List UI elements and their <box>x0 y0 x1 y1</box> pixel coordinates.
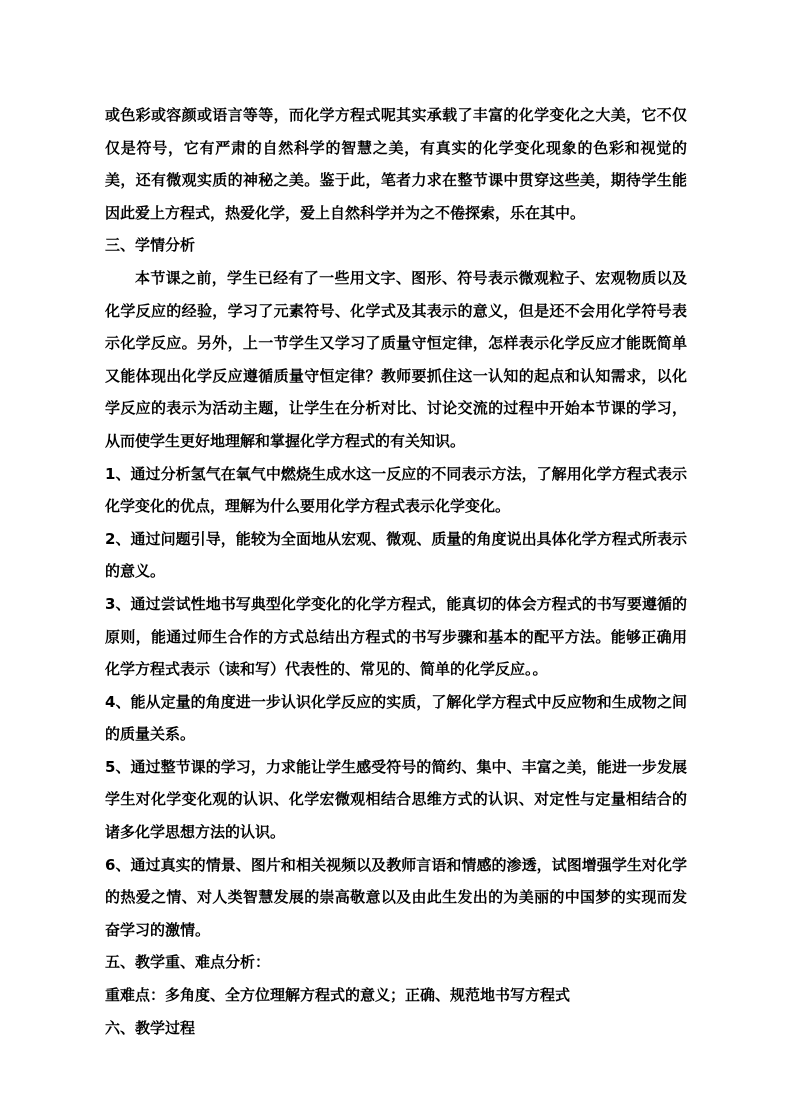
goal-item-3: 3、通过尝试性地书写典型化学变化的化学方程式，能真切的体会方程式的书写要遵循的原则，能通过师生合作的方式总结出方程式的书写步骤和基本的配平方法。能够正确用化学方程式表示（读和写）代表性的、常见的、简单的化学反应。。 <box>105 594 687 679</box>
goal-item-4: 4、能从定量的角度进一步认识化学反应的实质，了解化学方程式中反应物和生成物之间的质量关系。 <box>105 692 687 744</box>
goal-item-6: 6、通过真实的情景、图片和相关视频以及教师言语和情感的渗透，试图增强学生对化学的热爱之情、对人类智慧发展的崇高敬意以及由此生发出的为美丽的中国梦的实现而发奋学习的激情。 <box>105 855 687 939</box>
intro-paragraph: 或色彩或容颜或语言等等，而化学方程式呢其实承载了丰富的化学变化之大美，它不仅仅是符号，它有严肃的自然科学的智慧之美，有真实的化学变化现象的色彩和视觉的美，还有微观实质的神秘之美。鉴于此，笔者力求在整节课中贯穿这些美，期待学生能因此爱上方程式，热爱化学，爱上自然科学并为之不倦探索，乐在其中。 <box>105 106 687 222</box>
learning-analysis-paragraph: 本节课之前，学生已经有了一些用文字、图形、符号表示微观粒子、宏观物质以及化学反应的经验，学习了元素符号、化学式及其表示的意义，但是还不会用化学符号表示化学反应。另外，上一节学生又学习了质量守恒定律，怎样表示化学反应才能既简单又能体现出化学反应遵循质量守恒定律？教师要抓住这一认知的起点和认知需求，以化学反应的表示为活动主题，让学生在分析对比、讨论交流的过程中开始本节课的学习，从而使学生更好地理解和掌握化学方程式的有关知识。 <box>105 268 687 450</box>
goal-item-5: 5、通过整节课的学习，力求能让学生感受符号的简约、集中、丰富之美，能进一步发展学生对化学变化观的认识、化学宏微观相结合思维方式的认识、对定性与定量相结合的诸多化学思想方法的认识。 <box>105 757 687 842</box>
section-heading-learning-analysis: 三、学情分析 <box>105 236 196 255</box>
section-heading-teaching-process: 六、教学过程 <box>105 1018 196 1037</box>
section-heading-key-points: 五、教学重、难点分析： <box>105 953 271 972</box>
document-body <box>105 99 687 1044</box>
goal-item-2: 2、通过问题引导，能较为全面地从宏观、微观、质量的角度说出具体化学方程式所表示的意义。 <box>105 529 687 581</box>
goal-item-1: 1、通过分析氢气在氧气中燃烧生成水这一反应的不同表示方法，了解用化学方程式表示化学变化的优点，理解为什么要用化学方程式表示化学变化。 <box>105 464 687 516</box>
key-difficulty-text: 重难点：多角度、全方位理解方程式的意义；正确、规范地书写方程式 <box>105 986 571 1005</box>
